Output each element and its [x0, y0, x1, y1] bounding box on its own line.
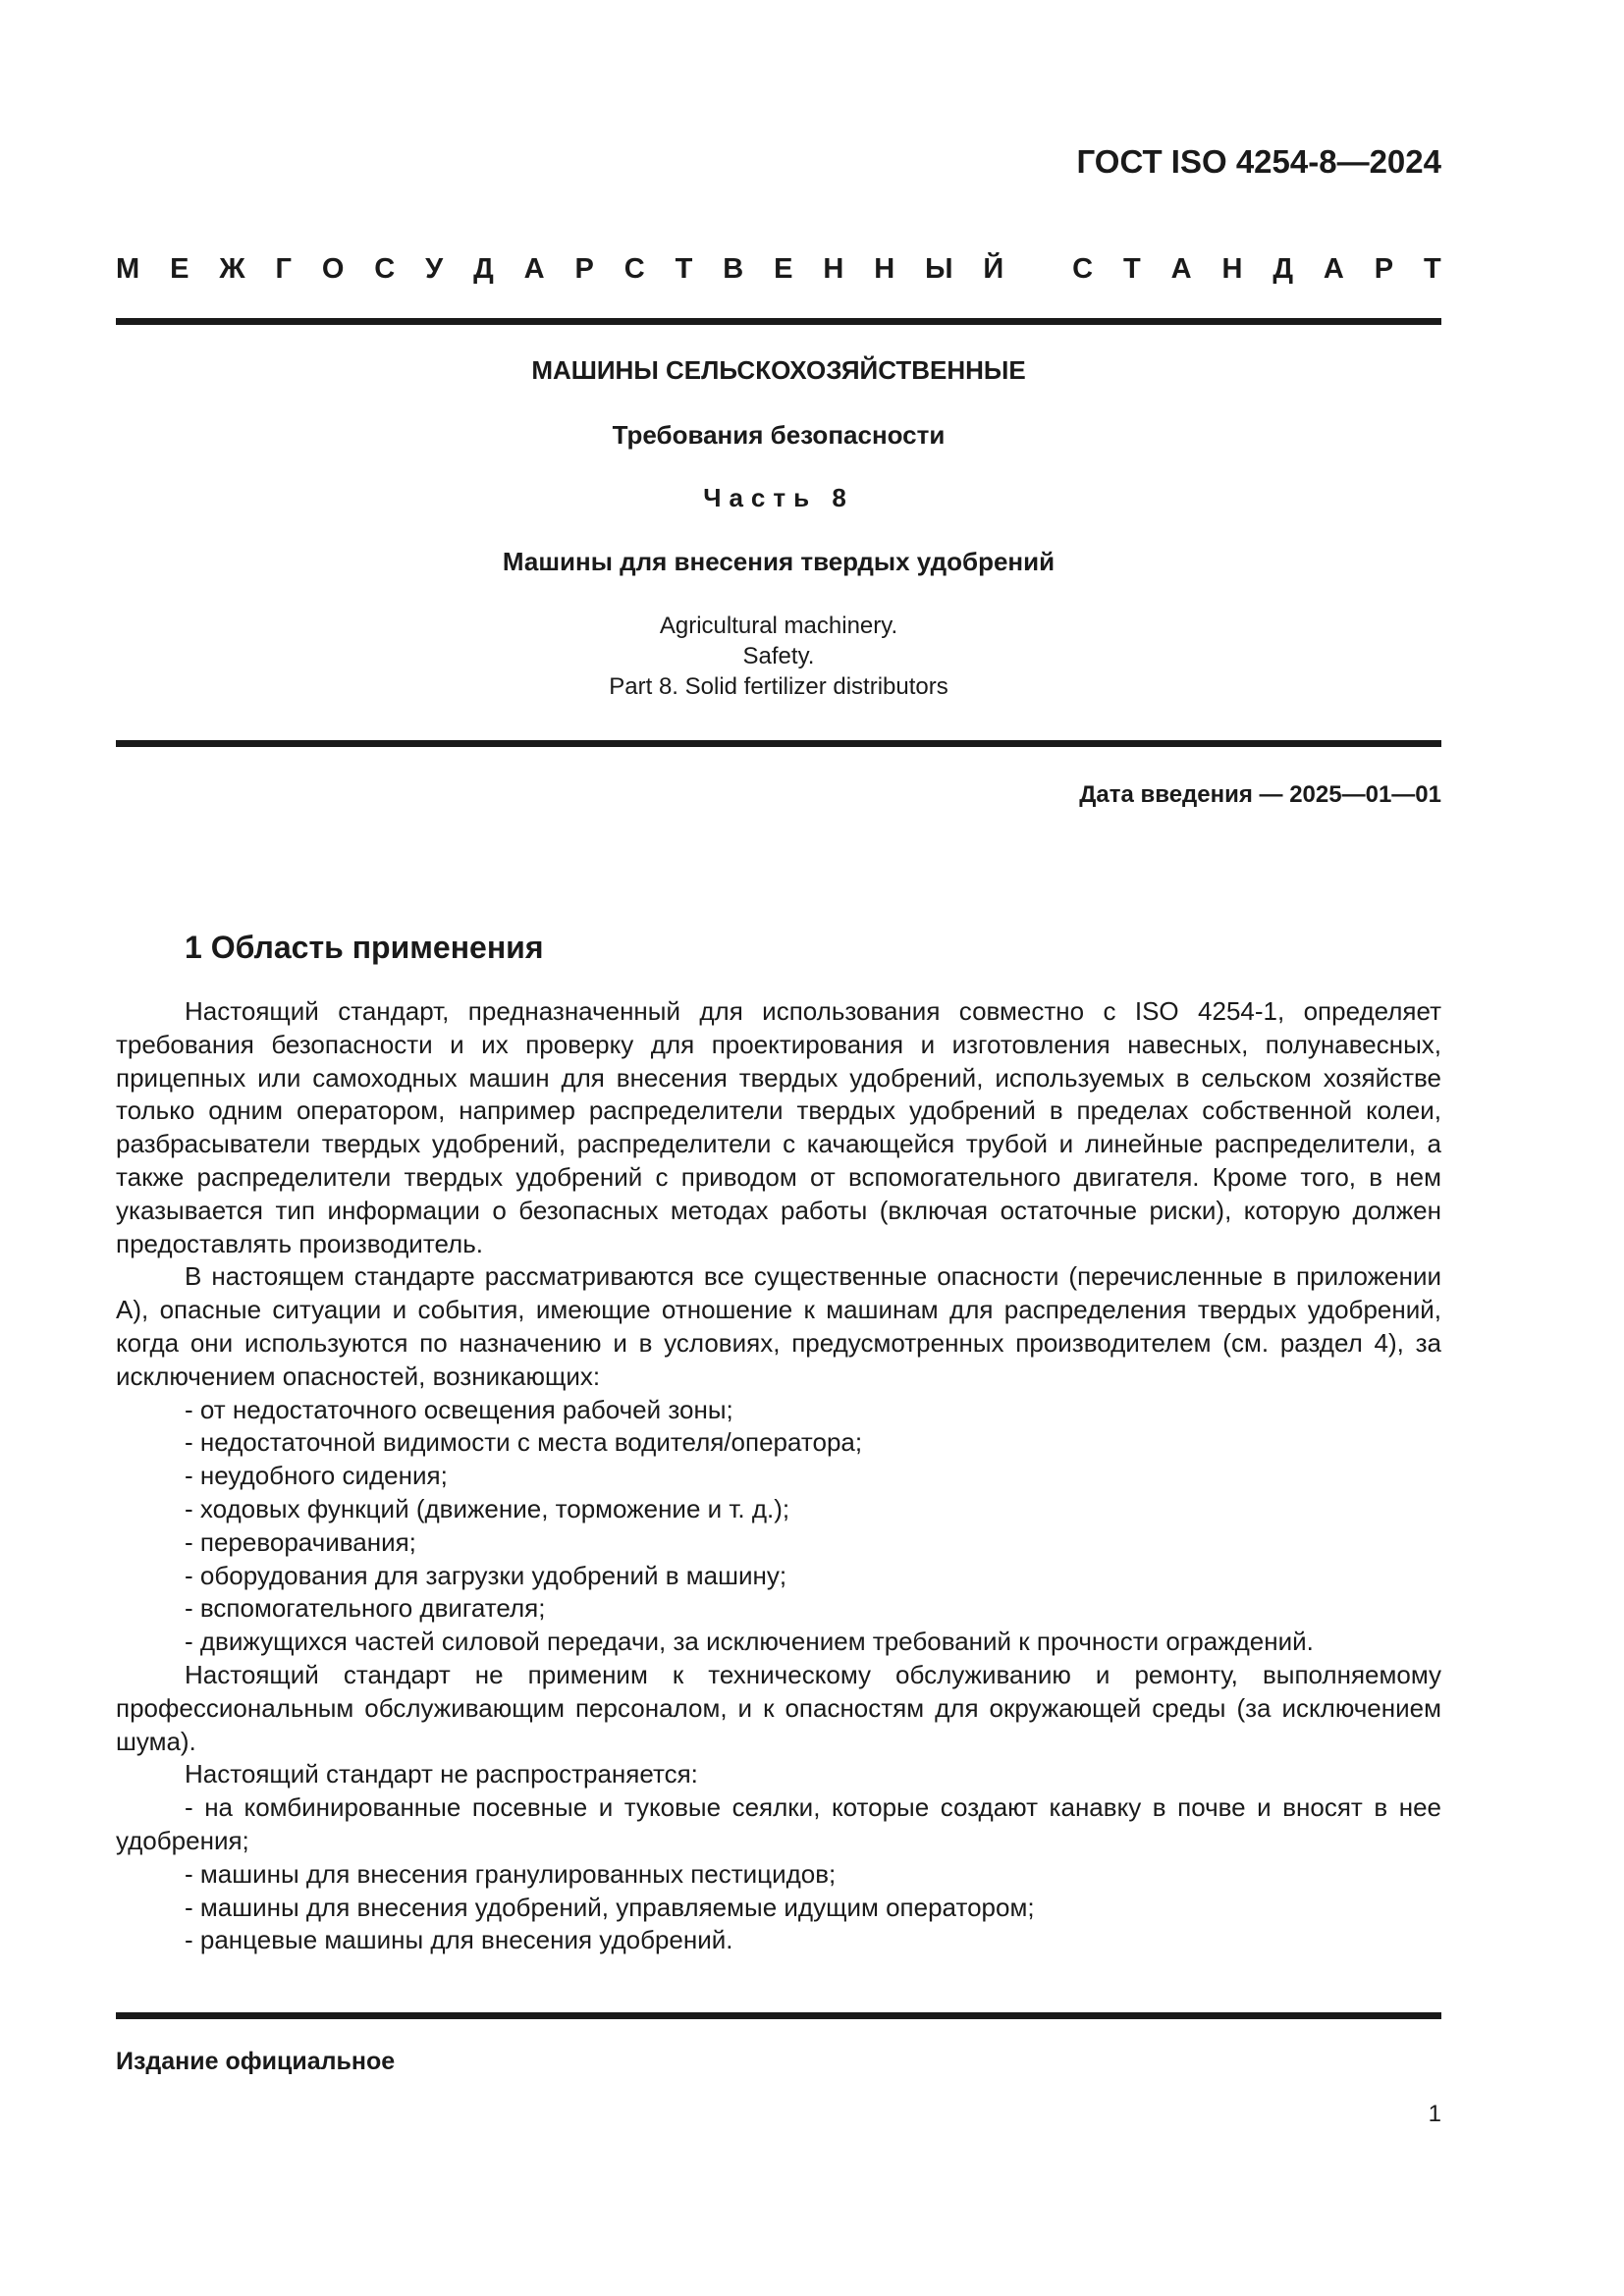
banner-letter: А	[1323, 253, 1344, 285]
banner-letter: М	[116, 253, 140, 285]
banner-letter: А	[523, 253, 545, 285]
banner-letter: О	[321, 253, 345, 285]
list-item: - машины для внесения удобрений, управляемые идущим оператором;	[185, 1892, 1035, 1922]
title-main: МАШИНЫ СЕЛЬСКОХОЗЯЙСТВЕННЫЕ	[531, 355, 1026, 385]
list-item: - от недостаточного освещения рабочей зоны;	[185, 1394, 733, 1424]
banner-letter: Й	[983, 253, 1004, 285]
banner-letter: С	[1072, 253, 1094, 285]
title-subject: Машины для внесения твердых удобрений	[502, 547, 1056, 576]
paragraph: Настоящий стандарт не распространяется:	[185, 1759, 698, 1789]
paragraph: Настоящий стандарт не применим к техническому обслуживанию и ремонту, выполняемому профессиональным обслуживающим персоналом, и к опасностям для окружающей среды (за исключением шума).	[116, 1659, 1441, 1756]
list-item: - машины для внесения гранулированных пестицидов;	[185, 1858, 837, 1889]
list-item: - недостаточной видимости с места водителя/оператора;	[185, 1427, 863, 1458]
banner-letter: Т	[1122, 253, 1141, 285]
section-heading: 1 Область применения	[185, 930, 544, 965]
standard-banner	[116, 253, 1441, 286]
banner-letter: Н	[1221, 253, 1243, 285]
banner-letter: В	[723, 253, 744, 285]
list-item: - на комбинированные посевные и туковые сеялки, которые создают канавку в почве и вносят в нее удобрения;	[116, 1792, 1441, 1855]
banner-letter: Н	[823, 253, 844, 285]
english-title	[116, 611, 1441, 702]
list-item: - ранцевые машины для внесения удобрений.	[185, 1925, 733, 1955]
banner-gap	[1034, 253, 1042, 286]
list-item: - неудобного сидения;	[185, 1461, 448, 1491]
banner-letter: А	[1170, 253, 1192, 285]
official-edition-label: Издание официальное	[116, 2048, 396, 2075]
banner-letter: Ж	[219, 253, 245, 285]
paragraph: В настоящем стандарте рассматриваются все существенные опасности (перечисленные в приложении А), опасные ситуации и события, имеющие отношение к машинам для распределения твердых удобрений, когда они используются по назначению и в условиях, предусмотренных производителем (см. раздел 4), за исключением опасностей, возникающих:	[116, 1261, 1441, 1391]
english-title-line: Safety.	[742, 643, 815, 669]
document-code: ГОСТ ISO 4254-8—2024	[1076, 143, 1441, 180]
banner-letter: Г	[275, 253, 292, 285]
banner-letter: Д	[1272, 253, 1293, 285]
banner-letter: Д	[473, 253, 494, 285]
english-title-line: Agricultural machinery.	[659, 613, 898, 639]
introduction-date: Дата введения — 2025—01—01	[1079, 781, 1441, 808]
banner-letter: С	[623, 253, 645, 285]
list-item: - движущихся частей силовой передачи, за исключением требований к прочности ограждений.	[185, 1627, 1314, 1657]
banner-letter: Е	[170, 253, 189, 285]
list-item: - переворачивания;	[185, 1526, 416, 1557]
banner-letter: Ы	[925, 253, 953, 285]
list-item: - вспомогательного двигателя;	[185, 1593, 546, 1624]
title-rule	[116, 740, 1441, 747]
title-safety: Требования безопасности	[612, 420, 946, 450]
banner-letter: С	[374, 253, 396, 285]
banner-letter: Т	[675, 253, 693, 285]
banner-letter: У	[425, 253, 444, 285]
banner-letter: Р	[1374, 253, 1394, 285]
banner-letter: Т	[1424, 253, 1441, 285]
list-item: - ходовых функций (движение, торможение и т. д.);	[185, 1493, 790, 1523]
header-rule	[116, 318, 1441, 325]
english-title-line: Part 8. Solid fertilizer distributors	[609, 673, 948, 700]
paragraph: Настоящий стандарт, предназначенный для использования совместно с ISO 4254-1, определяет требования безопасности и их проверку для проектирования и изготовления навесных, полунавесных, прицепных или самоходных машин для внесения твердых удобрений, используемых в сельском хозяйстве только одним оператором, например распределители твердых удобрений в пределах собственной колеи, разбрасыватели твердых удобрений, распределители с качающейся трубой и линейные распределители, а также распределители твердых удобрений с приводом от вспомогательного двигателя. Кроме того, в нем указывается тип информации о безопасных методах работы (включая остаточные риски), которую должен предоставлять производитель.	[116, 996, 1441, 1258]
title-part: Часть 8	[703, 483, 854, 512]
banner-letter: Р	[574, 253, 594, 285]
banner-letter: Е	[774, 253, 793, 285]
footer-rule	[116, 2012, 1441, 2019]
banner-letter: Н	[874, 253, 895, 285]
page-number: 1	[1428, 2101, 1441, 2127]
list-item: - оборудования для загрузки удобрений в машину;	[185, 1560, 787, 1590]
section-body	[116, 995, 1441, 1957]
